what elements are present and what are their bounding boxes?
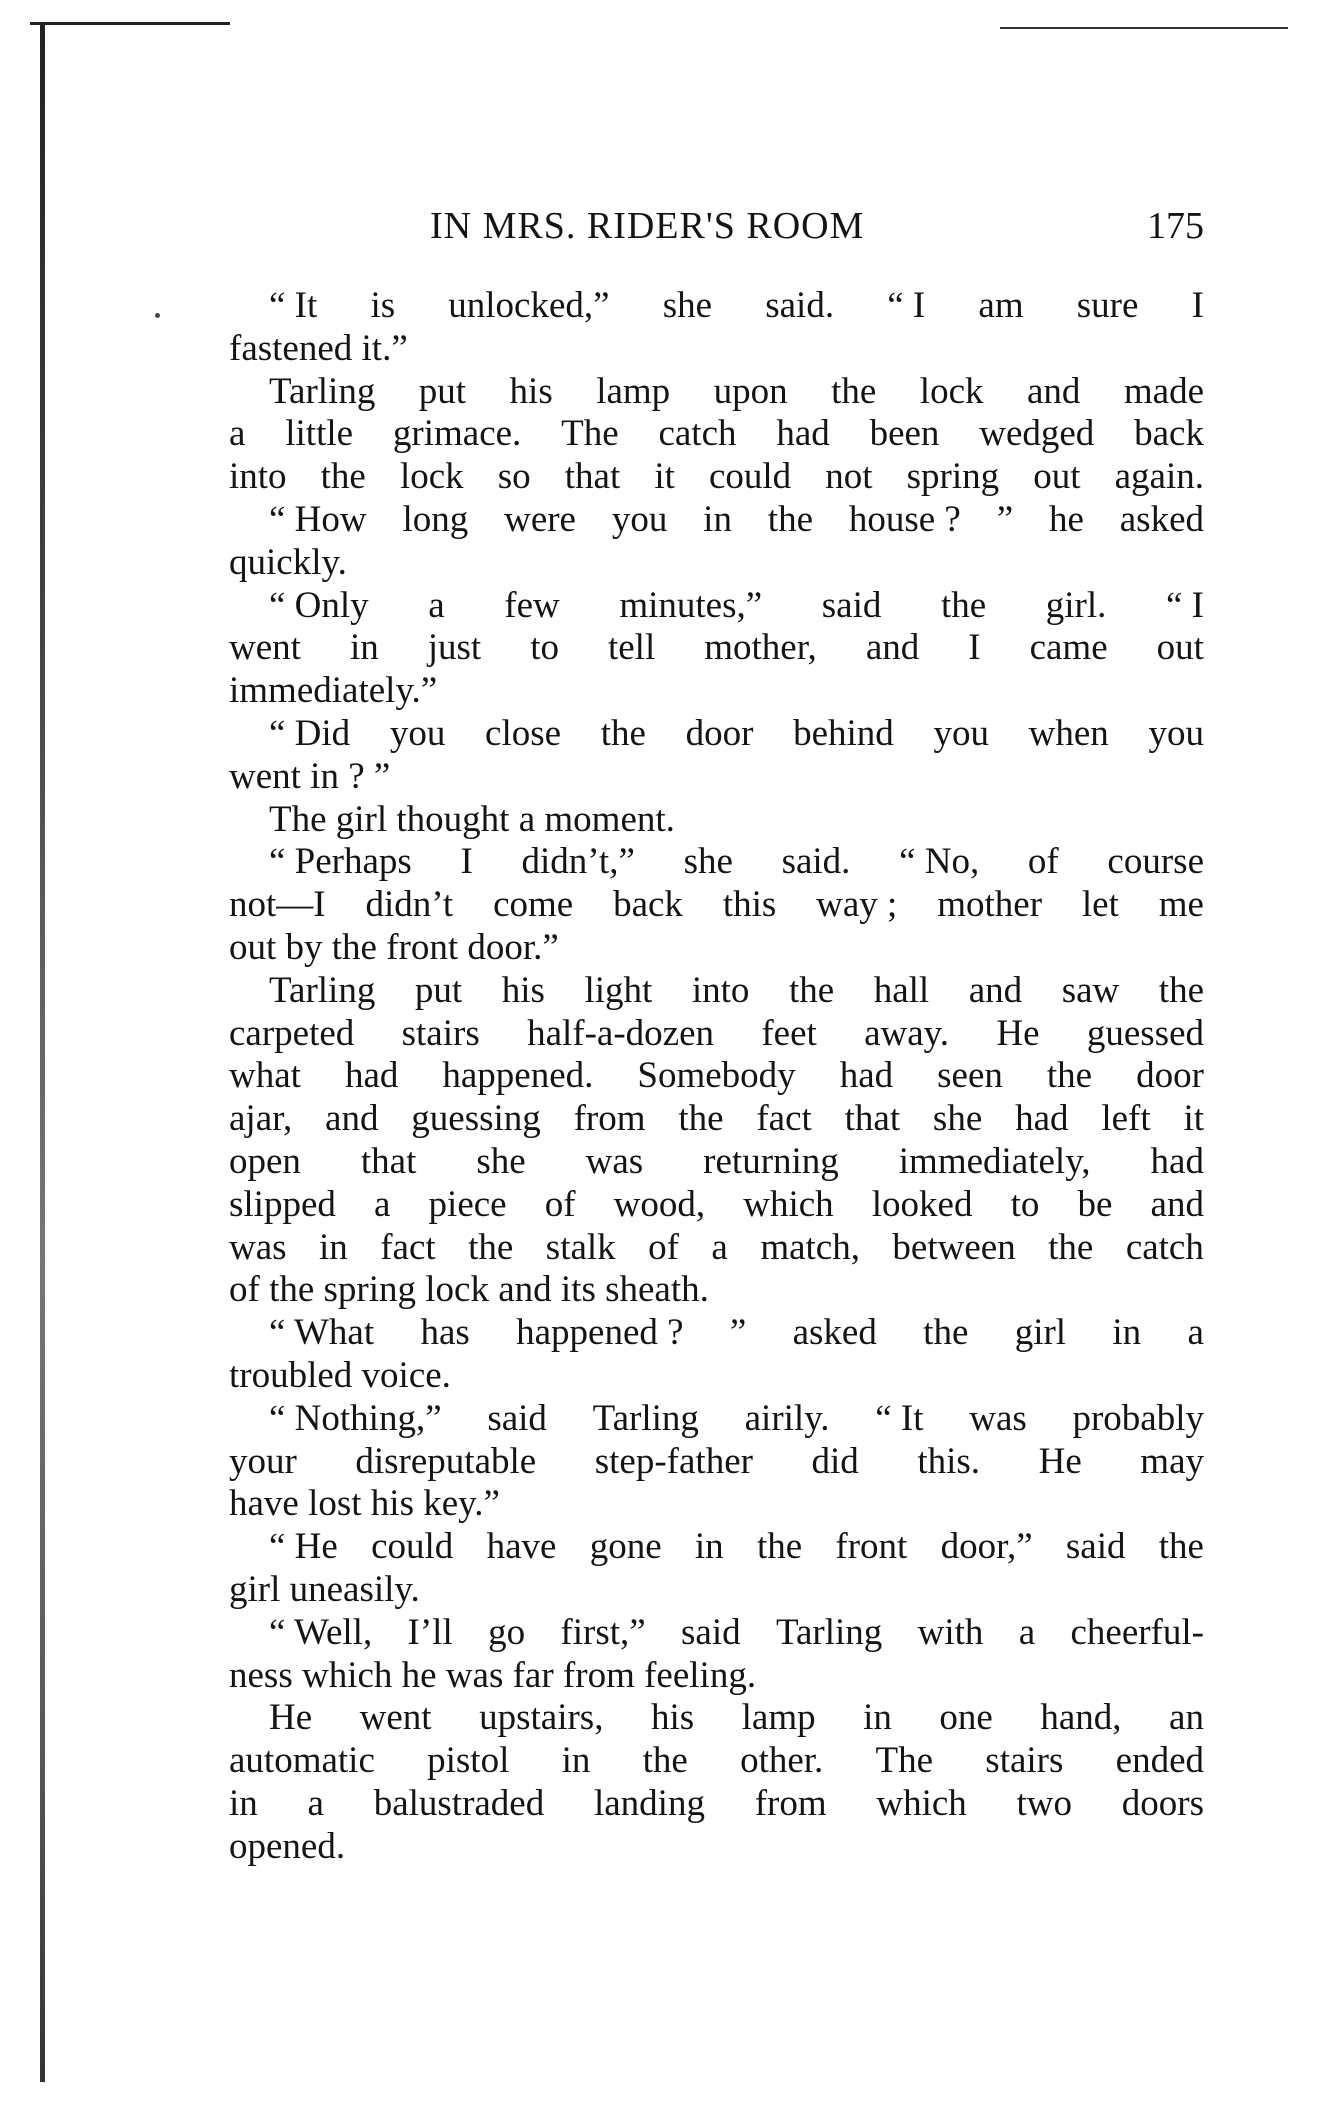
word: match, [760, 1226, 860, 1268]
word: happened. [442, 1055, 594, 1097]
word: upon [713, 370, 788, 412]
text-line [229, 1184, 1204, 1227]
text-line [229, 1098, 1204, 1141]
word: a [307, 1782, 324, 1824]
word: hall [873, 969, 930, 1011]
word: his [501, 969, 545, 1011]
word: the [767, 498, 813, 540]
word: girl. [1045, 584, 1107, 626]
word: girl uneasily. [229, 1568, 420, 1610]
word: his [650, 1697, 695, 1739]
word: lock [399, 456, 464, 498]
word: spring [906, 456, 1000, 498]
word: balustraded [373, 1782, 545, 1824]
word: and [865, 627, 920, 669]
word: looked [871, 1183, 973, 1225]
word: door [1136, 1055, 1204, 1097]
word: immediately, [898, 1140, 1091, 1182]
word: course [1107, 841, 1204, 883]
word: He [996, 1012, 1040, 1054]
word: out [1156, 627, 1204, 669]
word: were [504, 498, 576, 540]
word: had [839, 1055, 894, 1097]
text-line [229, 841, 1204, 884]
word: guessing [411, 1098, 541, 1140]
word: that [844, 1098, 901, 1140]
word: Tarling [269, 969, 376, 1011]
text-line [229, 1441, 1204, 1484]
word: “ It [269, 285, 318, 326]
word: “ No, [899, 841, 980, 883]
word: has [420, 1312, 470, 1354]
word: go [488, 1611, 526, 1653]
word: did [811, 1440, 859, 1482]
word: behind [793, 712, 894, 754]
word: had [344, 1055, 399, 1097]
word: said [487, 1397, 547, 1439]
text-line [229, 1612, 1204, 1655]
text-line [229, 1312, 1204, 1355]
word: a [374, 1183, 391, 1225]
word: in [694, 1526, 724, 1568]
text-line [229, 585, 1204, 628]
word: have [486, 1526, 557, 1568]
word: “ I [887, 285, 926, 326]
word: was [969, 1397, 1027, 1439]
word: probably [1072, 1397, 1204, 1439]
word: into [691, 969, 750, 1011]
word: a [711, 1226, 728, 1268]
word: little [285, 413, 354, 455]
word: ended [1115, 1740, 1204, 1782]
word: left [1101, 1098, 1151, 1140]
text-line [229, 1526, 1204, 1569]
word: in [863, 1697, 892, 1739]
word: the [1048, 1226, 1094, 1268]
word: may [1140, 1440, 1204, 1482]
word: door [685, 712, 754, 754]
word: and [968, 969, 1023, 1011]
word: he [1048, 498, 1084, 540]
text-line [229, 970, 1204, 1013]
word: what [229, 1055, 301, 1097]
text-line [229, 1269, 1204, 1312]
word: could [371, 1526, 454, 1568]
word: ” [729, 1312, 747, 1354]
word: doors [1121, 1782, 1204, 1824]
word: “ He [269, 1526, 338, 1568]
word: I’ll [407, 1611, 453, 1653]
word: airily. [744, 1397, 830, 1439]
running-head [430, 198, 1204, 254]
word: didn’t [365, 884, 454, 926]
word: “ What [269, 1312, 375, 1354]
text-line [229, 499, 1204, 542]
word: so [497, 456, 531, 498]
word: feet [761, 1012, 817, 1054]
word: opened. [229, 1825, 346, 1867]
word: “ Only [269, 584, 369, 626]
word: ajar, [229, 1098, 293, 1140]
word: made [1123, 370, 1204, 412]
word: “ Well, [269, 1611, 373, 1653]
word: cheerful- [1070, 1611, 1204, 1653]
word: He [269, 1697, 313, 1739]
word: I [460, 841, 473, 883]
word: automatic [229, 1740, 375, 1782]
word: other. [740, 1740, 824, 1782]
word: the [642, 1740, 688, 1782]
word: asked [792, 1312, 877, 1354]
word: said [821, 584, 882, 626]
word: seen [937, 1055, 1003, 1097]
text-line [229, 1655, 1204, 1698]
word: is [370, 285, 396, 326]
word: minutes,” [619, 584, 763, 626]
word: lamp [596, 370, 671, 412]
scan-edge-left [40, 22, 45, 2082]
text-line [229, 627, 1204, 670]
word: the [940, 584, 987, 626]
word: open [229, 1140, 301, 1182]
word: this. [917, 1440, 981, 1482]
text-line [229, 542, 1204, 585]
word: troubled voice. [229, 1354, 451, 1396]
word: put [418, 370, 467, 412]
word: the [600, 712, 646, 754]
text-line [229, 1227, 1204, 1270]
word: Tarling [269, 370, 376, 412]
text-line [229, 1141, 1204, 1184]
word: the [1158, 969, 1204, 1011]
word: in [319, 1226, 348, 1268]
word: a [428, 584, 445, 626]
word: she [476, 1140, 526, 1182]
word: door,” [940, 1526, 1033, 1568]
word: returning [703, 1140, 839, 1182]
text-line [229, 1055, 1204, 1098]
word: in [1112, 1312, 1142, 1354]
word: said [681, 1611, 741, 1653]
word: house ? [848, 498, 961, 540]
word: pistol [427, 1740, 510, 1782]
word: The [561, 413, 619, 455]
word: the [678, 1098, 724, 1140]
word: came [1029, 627, 1108, 669]
word: could [708, 456, 792, 498]
word: out by the front door.” [229, 926, 559, 968]
word: between [892, 1226, 1016, 1268]
word: which [876, 1782, 967, 1824]
text-line [229, 1398, 1204, 1441]
word: girl [1014, 1312, 1067, 1354]
word: stalk [545, 1226, 616, 1268]
word: hand, [1040, 1697, 1122, 1739]
body-text [229, 285, 1204, 1868]
word: front [835, 1526, 908, 1568]
word: ” [996, 498, 1014, 540]
word: of [544, 1183, 576, 1225]
word: again. [1114, 456, 1204, 498]
word: the [831, 370, 877, 412]
word: into [229, 456, 287, 498]
word: just [427, 627, 482, 669]
word: mother [937, 884, 1043, 926]
word: had [1150, 1140, 1204, 1182]
word: “ I [1165, 584, 1204, 626]
text-line [229, 1483, 1204, 1526]
word: ness which he was far from feeling. [229, 1654, 757, 1696]
word: happened ? [516, 1312, 684, 1354]
word: gone [589, 1526, 662, 1568]
word: catch [658, 413, 737, 455]
text-line [229, 884, 1204, 927]
word: “ It [875, 1397, 924, 1439]
word: the [923, 1312, 969, 1354]
word: landing [593, 1782, 705, 1824]
word: guessed [1086, 1012, 1204, 1054]
text-line [229, 1783, 1204, 1826]
word: didn’t,” [521, 841, 635, 883]
word: it [1183, 1098, 1204, 1140]
word: mother, [704, 627, 817, 669]
word: am [978, 285, 1024, 326]
word: long [402, 498, 469, 540]
word: stairs [401, 1012, 480, 1054]
word: I [1191, 285, 1204, 326]
word: me [1158, 884, 1204, 926]
word: been [869, 413, 940, 455]
word: you [933, 712, 989, 754]
text-line [229, 285, 1204, 328]
text-line [229, 328, 1204, 371]
word: wood, [613, 1183, 706, 1225]
word: piece [428, 1183, 507, 1225]
word: in [703, 498, 732, 540]
text-line [229, 713, 1204, 756]
word: from [573, 1098, 646, 1140]
word: “ Did [269, 712, 351, 754]
word: that [360, 1140, 417, 1182]
word: first,” [560, 1611, 646, 1653]
word: his [509, 370, 553, 412]
word: the [1046, 1055, 1093, 1097]
word: she [932, 1098, 983, 1140]
word: two [1016, 1782, 1073, 1824]
word: you [389, 712, 446, 754]
word: upstairs, [479, 1697, 604, 1739]
word: come [493, 884, 574, 926]
word: went [229, 627, 301, 669]
scan-edge-top-right [1000, 27, 1288, 29]
word: was [585, 1140, 644, 1182]
word: went [359, 1697, 432, 1739]
word: the [320, 456, 366, 498]
word: immediately.” [229, 670, 438, 712]
word: be [1077, 1183, 1113, 1225]
word: close [485, 712, 562, 754]
text-line [229, 1740, 1204, 1783]
word: and [325, 1098, 379, 1140]
word: fastened it.” [229, 327, 408, 369]
word: catch [1125, 1226, 1204, 1268]
word: in [561, 1740, 591, 1782]
word: said. [765, 285, 835, 326]
word: saw [1061, 969, 1120, 1011]
text-line [229, 1826, 1204, 1869]
word: tell [607, 627, 656, 669]
word: not—I [229, 884, 326, 926]
word: back [1134, 413, 1204, 455]
word: way ; [816, 884, 898, 926]
word: back [613, 884, 683, 926]
word: said [1065, 1526, 1126, 1568]
word: and [1026, 370, 1081, 412]
word: disreputable [355, 1440, 537, 1482]
text-line [229, 413, 1204, 456]
text-line [229, 371, 1204, 414]
word: Tarling [592, 1397, 699, 1439]
word: in [349, 627, 379, 669]
word: to [530, 627, 559, 669]
word: of [1027, 841, 1059, 883]
scan-speck [155, 313, 160, 318]
word: lamp [741, 1697, 816, 1739]
text-line [229, 1355, 1204, 1398]
word: “ How [269, 498, 367, 540]
word: few [504, 584, 560, 626]
word: let [1081, 884, 1119, 926]
word: “ Perhaps [269, 841, 412, 883]
word: it [654, 456, 675, 498]
text-line [229, 1569, 1204, 1612]
word: said. [781, 841, 851, 883]
word: slipped [229, 1183, 336, 1225]
word: of the spring lock and its sheath. [229, 1269, 709, 1311]
text-line [229, 456, 1204, 499]
word: she [662, 285, 713, 326]
word: Tarling [775, 1611, 883, 1653]
word: you [611, 498, 668, 540]
word: step-father [594, 1440, 753, 1482]
word: lock [919, 370, 984, 412]
word: I [968, 627, 981, 669]
word: to [1010, 1183, 1040, 1225]
word: light [584, 969, 653, 1011]
word: sure [1076, 285, 1139, 326]
word: you [1148, 712, 1204, 754]
text-line [229, 927, 1204, 970]
word: fact [756, 1098, 812, 1140]
page-number: 175 [1147, 205, 1204, 247]
word: asked [1119, 498, 1204, 540]
word: which [743, 1183, 834, 1225]
word: quickly. [229, 541, 347, 583]
word: half-a-dozen [527, 1012, 714, 1054]
text-line [229, 799, 1204, 842]
word: wedged [979, 413, 1095, 455]
word: a [229, 413, 246, 455]
word: went in ? ” [229, 755, 391, 797]
word: He [1038, 1440, 1082, 1482]
word: the [468, 1226, 514, 1268]
word: The girl thought a moment. [269, 798, 675, 840]
word: put [414, 969, 463, 1011]
word: when [1028, 712, 1109, 754]
word: a [1187, 1312, 1204, 1354]
word: Somebody [637, 1055, 796, 1097]
word: out [1033, 456, 1081, 498]
text-line [229, 670, 1204, 713]
word: an [1169, 1697, 1204, 1739]
word: not [825, 456, 873, 498]
word: the [1158, 1526, 1204, 1568]
word: was [229, 1226, 287, 1268]
scan-edge-top-left [30, 22, 230, 25]
word: the [756, 1526, 803, 1568]
word: she [683, 841, 733, 883]
word: unlocked,” [448, 285, 610, 326]
text-line [229, 1013, 1204, 1056]
word: with [917, 1611, 984, 1653]
word: have lost his key.” [229, 1483, 500, 1525]
word: from [754, 1782, 827, 1824]
word: a [1018, 1611, 1036, 1653]
word: away. [864, 1012, 950, 1054]
word: had [776, 413, 830, 455]
running-title: IN MRS. RIDER'S ROOM [430, 205, 865, 247]
text-line [229, 756, 1204, 799]
word: your [229, 1440, 297, 1482]
word: the [788, 969, 835, 1011]
text-line [229, 1697, 1204, 1740]
word: stairs [985, 1740, 1064, 1782]
word: “ Nothing,” [269, 1397, 442, 1439]
word: carpeted [229, 1012, 355, 1054]
word: one [939, 1697, 993, 1739]
word: that [564, 456, 621, 498]
word: grimace. [392, 413, 522, 455]
word: fact [380, 1226, 436, 1268]
word: and [1150, 1183, 1204, 1225]
word: in [229, 1782, 258, 1824]
word: had [1015, 1098, 1069, 1140]
word: The [875, 1740, 934, 1782]
word: of [648, 1226, 679, 1268]
word: this [722, 884, 777, 926]
